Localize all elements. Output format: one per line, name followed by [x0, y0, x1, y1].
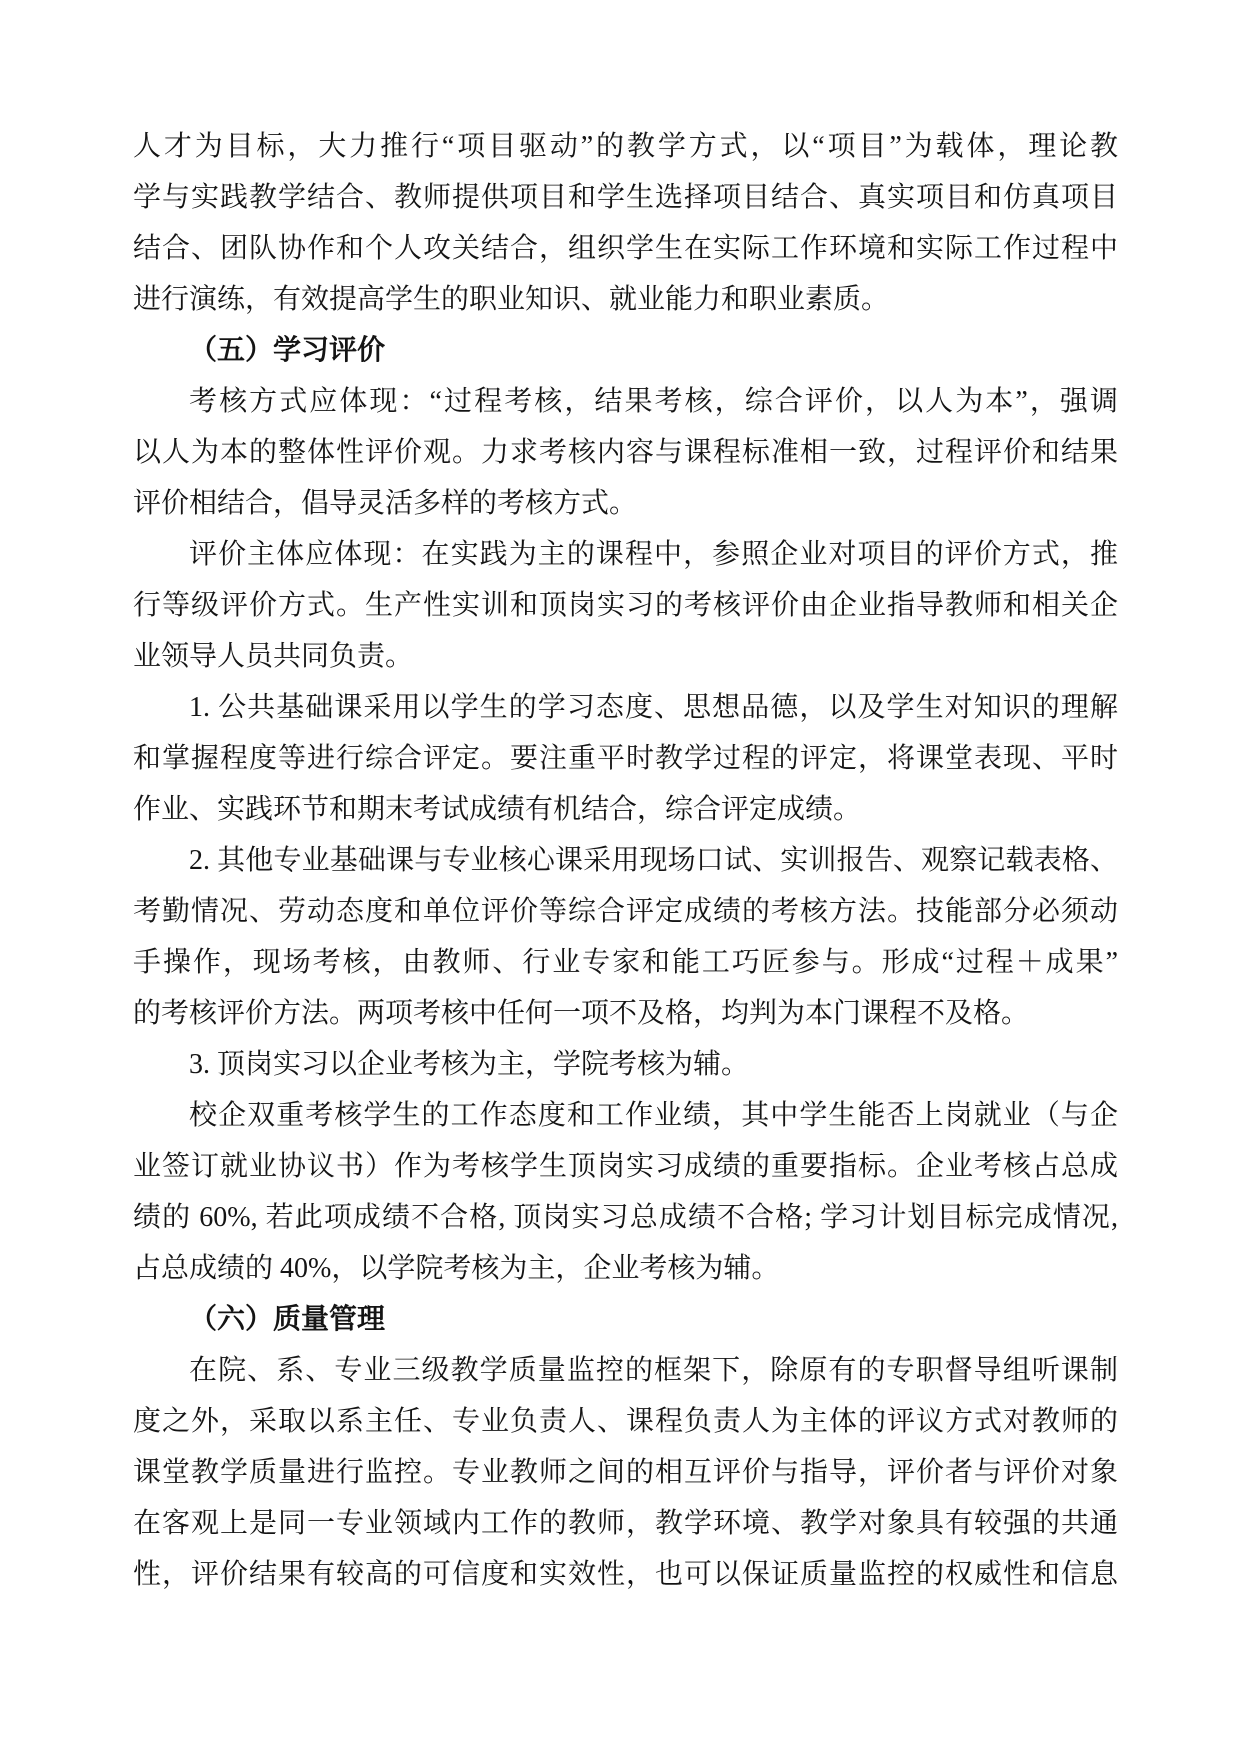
text-line: 作业、实践环节和期末考试成绩有机结合，综合评定成绩。 — [133, 794, 862, 825]
text-line: 绩的 60%, 若此项成绩不合格, 顶岗实习总成绩不合格; 学习计划目标完成情况, — [133, 1202, 1118, 1233]
text-line: 手操作，现场考核，由教师、行业专家和能工巧匠参与。形成“过程＋成果” — [133, 947, 1118, 978]
heading-line: （五）学习评价 — [189, 335, 386, 366]
heading-section-5-learning-evaluation — [133, 325, 1118, 376]
text-line: 的考核评价方法。两项考核中任何一项不及格，均判为本门课程不及格。 — [133, 998, 1030, 1029]
text-line: 业签订就业协议书）作为考核学生顶岗实习成绩的重要指标。企业考核占总成 — [133, 1151, 1118, 1182]
paragraph-evaluation-subject — [133, 529, 1118, 682]
paragraph-item-1-public-basic-courses — [133, 682, 1118, 835]
text-line: 2. 其他专业基础课与专业核心课采用现场口试、实训报告、观察记载表格、 — [189, 845, 1118, 876]
text-line: 业领导人员共同负责。 — [133, 641, 414, 672]
text-line: 校企双重考核学生的工作态度和工作业绩，其中学生能否上岗就业（与企 — [189, 1100, 1118, 1131]
text-line: 课堂教学质量进行监控。专业教师之间的相互评价与指导，评价者与评价对象 — [133, 1457, 1118, 1488]
text-line: 考核方式应体现：“过程考核，结果考核，综合评价，以人为本”，强调 — [189, 386, 1118, 417]
text-line: 考勤情况、劳动态度和单位评价等综合评定成绩的考核方法。技能部分必须动 — [133, 896, 1118, 927]
paragraph-quality-monitoring — [133, 1345, 1118, 1600]
text-line: 性，评价结果有较高的可信度和实效性，也可以保证质量监控的权威性和信息 — [133, 1559, 1118, 1590]
text-line: 学与实践教学结合、教师提供项目和学生选择项目结合、真实项目和仿真项目 — [133, 182, 1118, 213]
text-line: 评价相结合，倡导灵活多样的考核方式。 — [133, 488, 638, 519]
text-line: 评价主体应体现：在实践为主的课程中，参照企业对项目的评价方式，推 — [189, 539, 1118, 570]
text-line: 在院、系、专业三级教学质量监控的框架下，除原有的专职督导组听课制 — [189, 1355, 1118, 1386]
paragraph-assessment-method — [133, 376, 1118, 529]
paragraph-dual-assessment — [133, 1090, 1118, 1294]
text-line: 行等级评价方式。生产性实训和顶岗实习的考核评价由企业指导教师和相关企 — [133, 590, 1118, 621]
text-line: 在客观上是同一专业领域内工作的教师，教学环境、教学对象具有较强的共通 — [133, 1508, 1118, 1539]
text-line: 和掌握程度等进行综合评定。要注重平时教学过程的评定，将课堂表现、平时 — [133, 743, 1118, 774]
text-line: 度之外，采取以系主任、专业负责人、课程负责人为主体的评议方式对教师的 — [133, 1406, 1118, 1437]
text-line: 1. 公共基础课采用以学生的学习态度、思想品德，以及学生对知识的理解 — [189, 692, 1118, 723]
paragraph-project-driven-teaching — [133, 121, 1118, 325]
text-line: 3. 顶岗实习以企业考核为主，学院考核为辅。 — [189, 1049, 750, 1080]
paragraph-item-2-professional-courses — [133, 835, 1118, 1039]
text-line: 结合、团队协作和个人攻关结合，组织学生在实际工作环境和实际工作过程中 — [133, 233, 1118, 264]
heading-line: （六）质量管理 — [189, 1304, 386, 1335]
text-line: 占总成绩的 40%，以学院考核为主，企业考核为辅。 — [133, 1253, 780, 1284]
text-line: 进行演练，有效提高学生的职业知识、就业能力和职业素质。 — [133, 284, 890, 315]
text-line: 人才为目标，大力推行“项目驱动”的教学方式，以“项目”为载体，理论教 — [133, 131, 1118, 162]
paragraph-item-3-internship — [133, 1039, 1118, 1090]
heading-section-6-quality-management — [133, 1294, 1118, 1345]
text-line: 以人为本的整体性评价观。力求考核内容与课程标准相一致，过程评价和结果 — [133, 437, 1118, 468]
